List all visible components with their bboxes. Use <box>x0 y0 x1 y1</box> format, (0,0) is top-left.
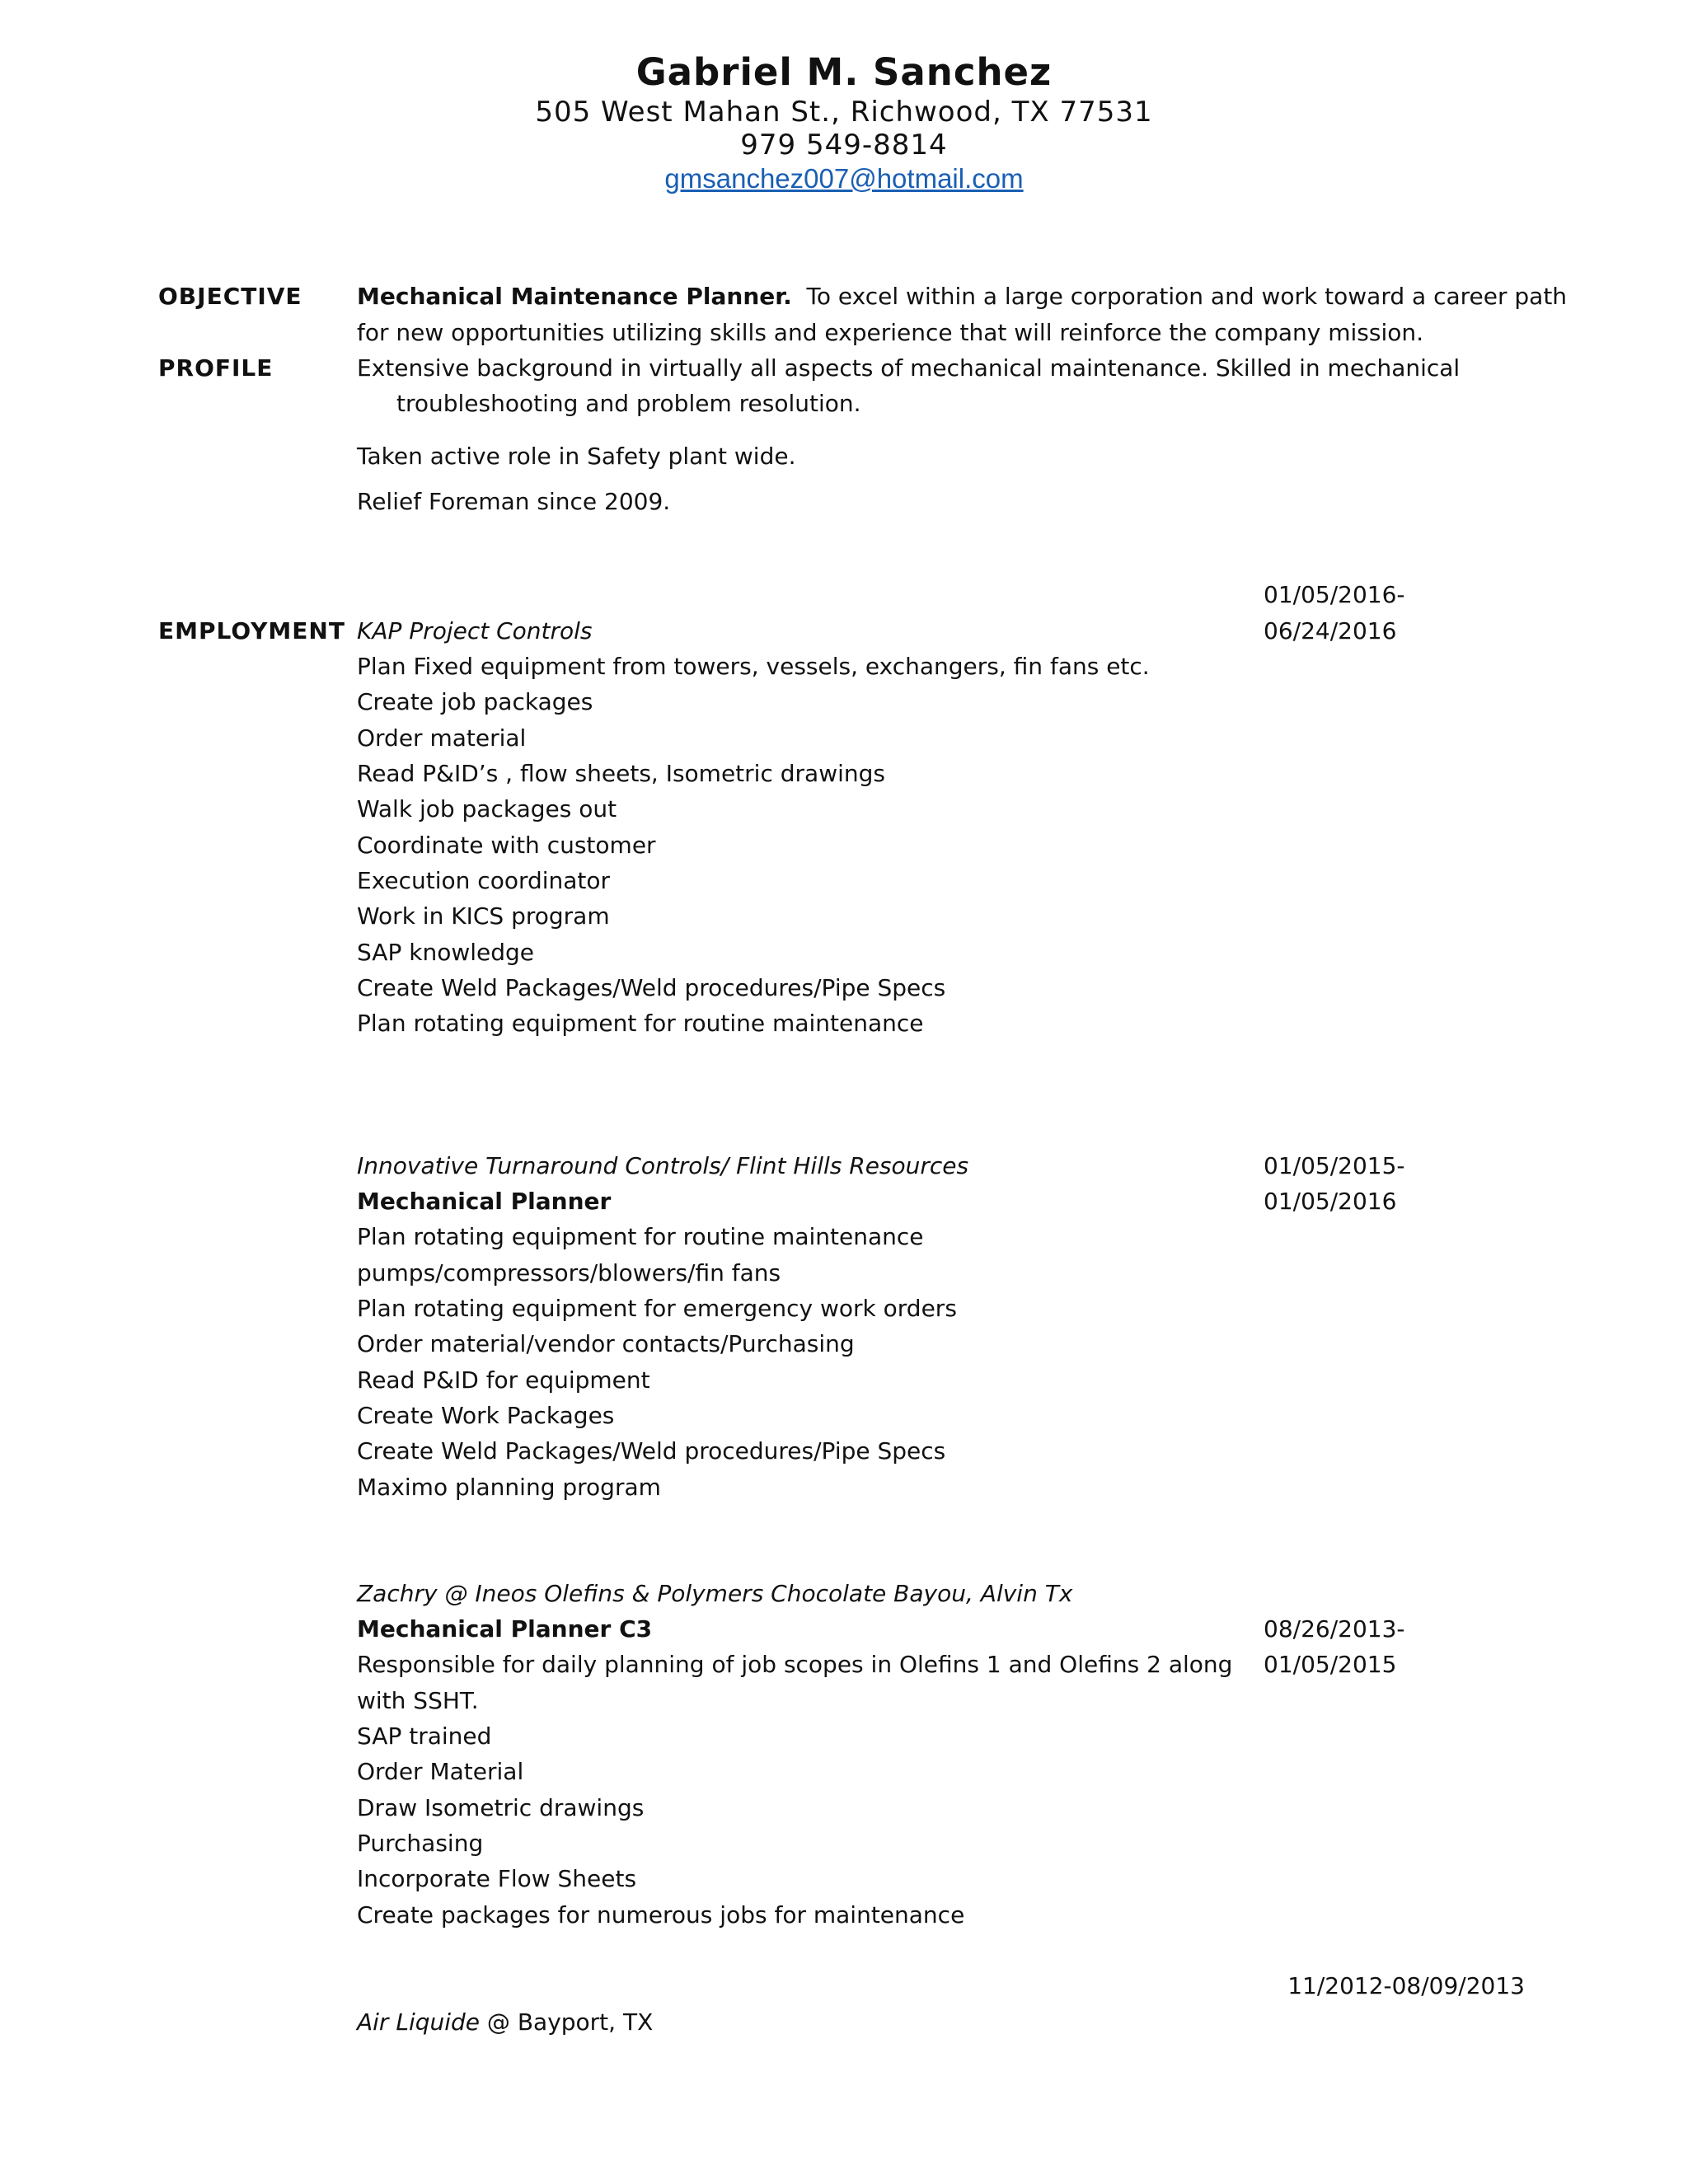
job3-duty: SAP trained <box>357 1722 492 1750</box>
job2-date-end: 01/05/2016 <box>1264 1188 1397 1215</box>
job1-duty: Create Weld Packages/Weld procedures/Pipe Specs <box>357 974 946 1001</box>
job1-duty: Order material <box>357 724 527 752</box>
job2-duty: Plan rotating equipment for routine maintenance <box>357 1223 924 1250</box>
job2-duty: Plan rotating equipment for emergency work orders <box>357 1295 957 1322</box>
employment-label: EMPLOYMENT <box>158 617 345 644</box>
profile-line-1: Extensive background in virtually all aspects of mechanical maintenance. Skilled in mechanical <box>357 354 1461 382</box>
objective-line-2: for new opportunities utilizing skills and experience that will reinforce the company mission. <box>357 319 1424 346</box>
objective-title: Mechanical Maintenance Planner. <box>357 283 792 310</box>
applicant-phone: 979 549-8814 <box>740 129 948 162</box>
job1-duty: Walk job packages out <box>357 795 617 823</box>
job4-company-location: @ Bayport, TX <box>480 2008 654 2036</box>
job3-duty: with SSHT. <box>357 1687 479 1714</box>
applicant-email-link[interactable]: gmsanchez007@hotmail.com <box>664 163 1024 194</box>
job1-date-end: 06/24/2016 <box>1264 617 1397 644</box>
profile-line-4: Relief Foreman since 2009. <box>357 488 671 515</box>
applicant-name: Gabriel M. Sanchez <box>635 50 1053 94</box>
job3-duty: Draw Isometric drawings <box>357 1794 645 1821</box>
job1-duty: SAP knowledge <box>357 939 535 966</box>
job1-duty: Plan rotating equipment for routine maintenance <box>357 1010 924 1037</box>
job2-company: Innovative Turnaround Controls/ Flint Hills Resources <box>357 1152 969 1179</box>
job4-company-name: Air Liquide <box>357 2008 481 2036</box>
job2-duty: Maximo planning program <box>357 1474 661 1501</box>
job4-company <box>357 2004 653 2041</box>
objective-label: OBJECTIVE <box>158 283 302 310</box>
job1-duty: Create job packages <box>357 688 593 715</box>
job1-duty: Coordinate with customer <box>357 832 656 859</box>
profile-line-3: Taken active role in Safety plant wide. <box>357 443 796 470</box>
job3-company: Zachry @ Ineos Olefins & Polymers Chocolate Bayou, Alvin Tx <box>357 1580 1073 1607</box>
job3-date-start: 08/26/2013- <box>1264 1615 1405 1643</box>
job3-duty: Incorporate Flow Sheets <box>357 1865 637 1892</box>
job1-duty: Execution coordinator <box>357 867 611 894</box>
job1-duty: Work in KICS program <box>357 902 610 930</box>
job1-duty: Plan Fixed equipment from towers, vessels, exchangers, fin fans etc. <box>357 653 1150 680</box>
job1-company: KAP Project Controls <box>357 617 593 644</box>
job3-duty: Purchasing <box>357 1830 484 1857</box>
applicant-address: 505 West Mahan St., Richwood, TX 77531 <box>535 96 1153 129</box>
job2-duty: Create Weld Packages/Weld procedures/Pipe Specs <box>357 1437 946 1465</box>
job2-date-start: 01/05/2015- <box>1264 1152 1405 1179</box>
profile-line-2: troubleshooting and problem resolution. <box>396 390 861 417</box>
job3-title: Mechanical Planner C3 <box>357 1615 653 1643</box>
job1-duty: Read P&ID’s , flow sheets, Isometric drawings <box>357 760 885 787</box>
job2-duty: pumps/compressors/blowers/fin fans <box>357 1259 781 1286</box>
profile-label: PROFILE <box>158 354 274 382</box>
job2-duty: Create Work Packages <box>357 1402 615 1429</box>
job3-duty: Responsible for daily planning of job scopes in Olefins 1 and Olefins 2 along <box>357 1651 1233 1678</box>
job2-title: Mechanical Planner <box>357 1188 612 1215</box>
job2-duty: Order material/vendor contacts/Purchasing <box>357 1330 855 1357</box>
objective-line-1 <box>357 279 1567 315</box>
job3-date-end: 01/05/2015 <box>1264 1651 1397 1678</box>
job2-duty: Read P&ID for equipment <box>357 1366 650 1394</box>
job4-date-range: 11/2012-08/09/2013 <box>1287 1972 1525 1999</box>
job3-duty: Create packages for numerous jobs for maintenance <box>357 1901 965 1929</box>
job3-duty: Order Material <box>357 1758 524 1785</box>
resume-header <box>0 49 1688 196</box>
job1-date-start: 01/05/2016- <box>1264 581 1405 608</box>
objective-text-1: To excel within a large corporation and work toward a career path <box>806 283 1568 310</box>
